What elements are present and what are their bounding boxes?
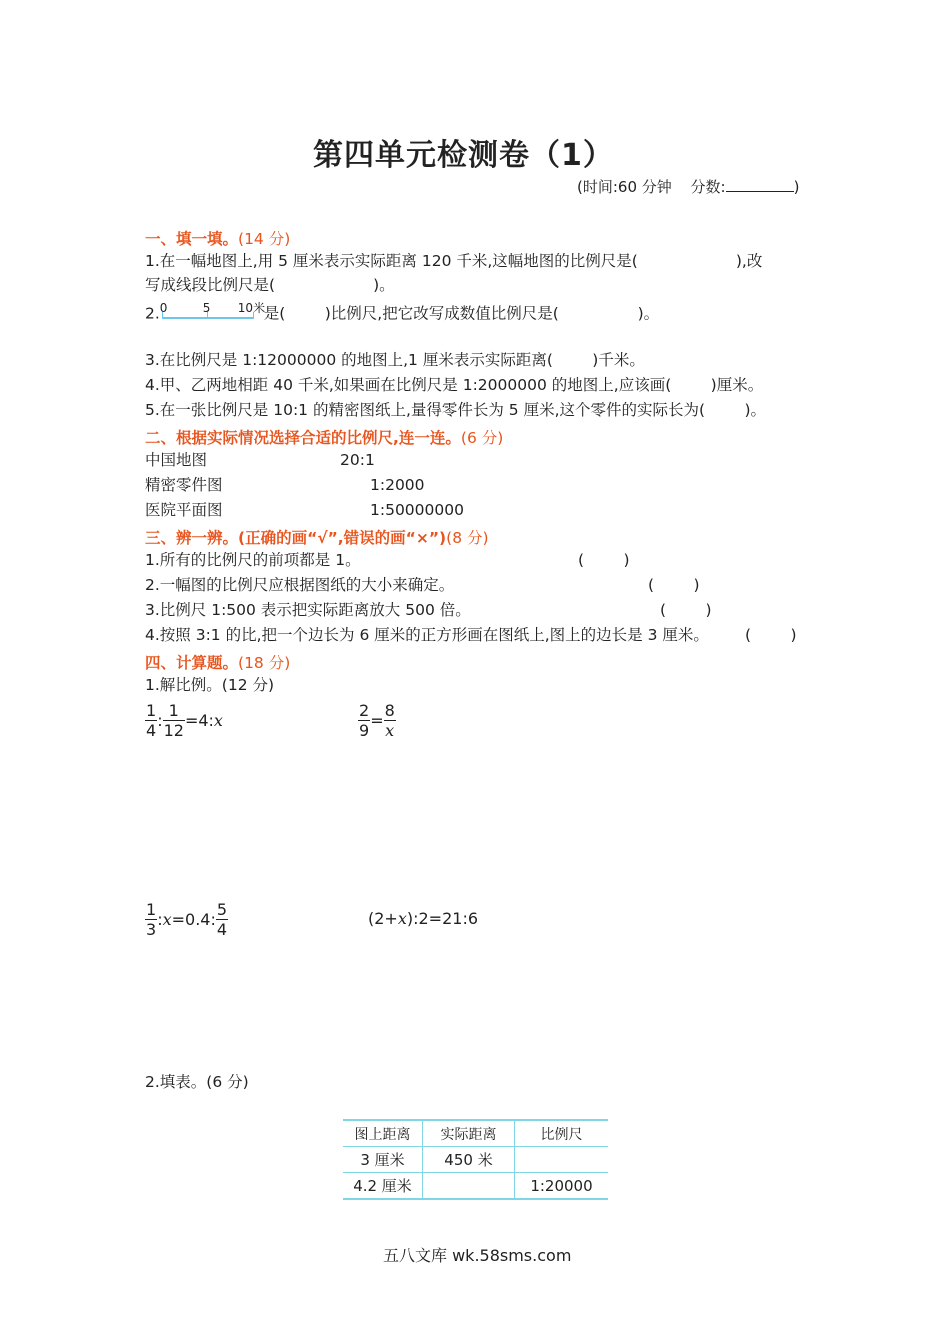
eq-rest: =4:: [184, 711, 214, 730]
colon: :: [157, 910, 163, 929]
ruler-label: 0: [159, 301, 168, 315]
s1-q4: 4.甲、乙两地相距 40 千米,如果画在比例尺是 1:2000000 的地图上,应该画( )厘米。: [145, 376, 764, 394]
ruler-label: 5: [202, 301, 211, 315]
eq-open: (2+: [368, 909, 398, 928]
equation-3: [145, 900, 228, 939]
table-cell: [515, 1147, 609, 1173]
match-right-item: 1:2000: [370, 476, 425, 494]
judge-paren: ( ): [648, 576, 700, 594]
table-cell: 4.2 厘米: [343, 1173, 423, 1200]
equation-2: [358, 701, 396, 740]
fill-table: [343, 1119, 608, 1200]
time-label: (时间:60 分钟: [577, 178, 672, 196]
score-label: 分数:: [690, 178, 726, 196]
s1-q2-text: 是( )比例尺,把它改写成数值比例尺是( )。: [263, 304, 660, 323]
section1-heading: [145, 227, 290, 249]
match-left-item: 中国地图: [145, 451, 208, 469]
table-header: 图上距离: [343, 1120, 423, 1147]
score-close: ): [793, 178, 800, 196]
fraction: $\frac{1}{4}$: [146, 701, 157, 740]
table-header-row: [343, 1120, 608, 1147]
judge-item: 1.所有的比例尺的前项都是 1。: [145, 551, 361, 569]
s4-sub1: 1.解比例。(12 分): [145, 676, 275, 694]
section1-points: (14 分): [238, 230, 291, 248]
table-header: 比例尺: [515, 1120, 609, 1147]
match-right-item: 1:50000000: [370, 501, 464, 519]
s1-q1-line2-b: )。: [373, 276, 395, 294]
section2-heading: [145, 426, 503, 448]
s1-q1-text-b: ),改: [735, 252, 763, 270]
page-title: 第四单元检测卷（1）: [313, 138, 614, 173]
judge-item: 3.比例尺 1:500 表示把实际距离放大 500 倍。: [145, 601, 471, 619]
table-cell: [423, 1173, 515, 1200]
section3-points: (8 分): [446, 529, 489, 547]
ruler-label: 10米: [237, 301, 266, 315]
judge-paren: ( ): [578, 551, 630, 569]
table-row: [343, 1147, 608, 1173]
judge-paren: ( ): [745, 626, 797, 644]
s1-q1-line2: [145, 275, 395, 295]
match-left-item: 医院平面图: [145, 501, 223, 519]
section4-heading: [145, 651, 290, 673]
section3-title: 三、辨一辨。(正确的画“√”,错误的画“×”): [145, 529, 447, 547]
match-left-item: 精密零件图: [145, 476, 223, 494]
fraction: $\frac{2}{9}$: [359, 701, 370, 740]
score-blank: [726, 177, 794, 192]
fraction: $\frac{8}{x}$: [384, 701, 395, 740]
match-right-item: 20:1: [340, 451, 375, 469]
variable: x: [213, 711, 223, 730]
s1-q3: 3.在比例尺是 1:12000000 的地图上,1 厘米表示实际距离( )千米。: [145, 351, 645, 369]
s1-q1-line2-a: 写成线段比例尺是(: [145, 276, 276, 294]
table-cell: 1:20000: [515, 1173, 609, 1200]
section1-title: 一、填一填。: [145, 230, 239, 248]
table-row: [343, 1173, 608, 1200]
equals: =: [370, 711, 384, 730]
colon: :: [157, 711, 163, 730]
s1-q1-text-a: 1.在一幅地图上,用 5 厘米表示实际距离 120 千米,这幅地图的比例尺是(: [145, 252, 638, 270]
table-cell: 3 厘米: [343, 1147, 423, 1173]
judge-item: 2.一幅图的比例尺应根据图纸的大小来确定。: [145, 576, 455, 594]
variable: x: [162, 910, 172, 929]
fraction: $\frac{1}{3}$: [146, 900, 157, 939]
s1-q2-prefix: 2.: [145, 304, 160, 323]
variable: x: [397, 909, 407, 928]
equation-1: [145, 701, 223, 740]
equation-4: [368, 909, 478, 928]
judge-paren: ( ): [660, 601, 712, 619]
time-info: [577, 176, 799, 197]
section2-title: 二、根据实际情况选择合适的比例尺,连一连。: [145, 429, 461, 447]
eq-rest: =0.4:: [171, 910, 216, 929]
s4-sub2: 2.填表。(6 分): [145, 1073, 249, 1091]
judge-item: 4.按照 3:1 的比,把一个边长为 6 厘米的正方形画在图纸上,图上的边长是 3 厘米。: [145, 626, 709, 644]
section4-points: (18 分): [238, 654, 291, 672]
line-scale-ruler: [160, 301, 264, 327]
fill-table-wrap: [343, 1119, 608, 1200]
fraction: $\frac{5}{4}$: [216, 900, 228, 939]
section3-heading: [145, 526, 489, 548]
fraction: $\frac{1}{12}$: [163, 701, 184, 740]
s1-q2: [145, 301, 659, 327]
section2-points: (6 分): [460, 429, 504, 447]
eq-rest: ):2=21:6: [406, 909, 479, 928]
table-header: 实际距离: [423, 1120, 515, 1147]
footer-watermark: 五八文库 wk.58sms.com: [383, 1246, 572, 1265]
section4-title: 四、计算题。: [145, 654, 239, 672]
s1-q5: 5.在一张比例尺是 10:1 的精密图纸上,量得零件长为 5 厘米,这个零件的实际长为( )。: [145, 401, 767, 419]
table-cell: 450 米: [423, 1147, 515, 1173]
s1-q1-line1: [145, 251, 762, 271]
